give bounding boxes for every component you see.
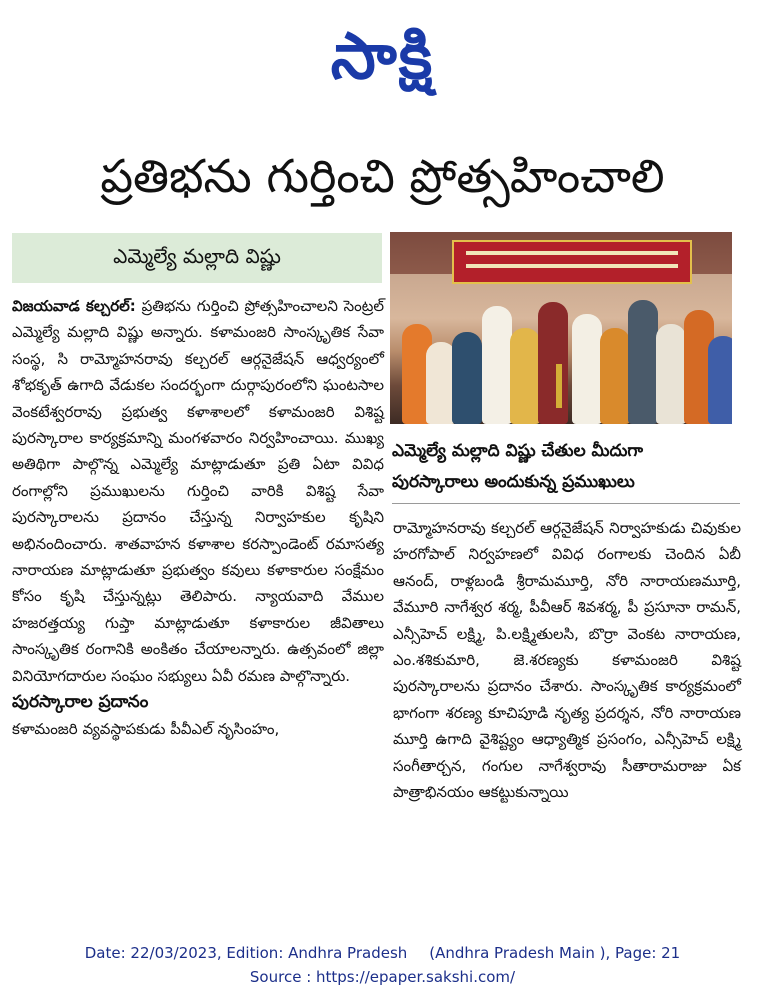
award-ceremony-photo — [390, 232, 732, 424]
left-paragraph-2: కళామంజరి వ్యవస్థాపకుడు పీవీఎల్ నృసింహం, — [12, 719, 280, 738]
photo-caption — [392, 436, 742, 498]
left-paragraph-text: ప్రతిభను గుర్తించి ప్రోత్సహించాలని సెంట్రల్ ఎమ్మెల్యే మల్లాది విష్ణు అన్నారు. కళామంజరి సాంస్కృతిక సేవా సంస్థ, సి రామ్మోహనరావు కల్చరల్ ఆర్గనైజేషన్ ఆధ్వర్యంలో శోభకృత్ ఉగాది వేడుకల సందర్భంగా దుర్గాపురంలోని ఘంటసాల వెంకటేశ్వరరావు ప్రభుత్వ కళాశాలలో కళామంజరి విశిష్ట పురస్కారాల కార్యక్రమాన్ని మంగళవారం నిర్వహించాయి. ముఖ్య అతిథిగా పాల్గొన్న ఎమ్మెల్యే మాట్లాడుతూ ప్రతి ఏటా వివిధ రంగాల్లోని ప్రముఖులను గుర్తించి వారికి విశిష్ట సేవా పురస్కారాలను ప్రదానం చేస్తున్న నిర్వాహకుల కృషిని అభినందించారు. శాతవాహన కళాశాల కరస్పాండెంట్ రమాసత్య నారాయణ మాట్లాడుతూ ప్రభుత్వం కవులు కళాకారుల సంక్షేమం కోసం కృషి చేస్తున్నట్లు తెలిపారు. న్యాయవాది వేముల హజరత్తయ్య గుప్తా మాట్లాడుతూ కళాకారుల జీవితాలు సాంస్కృతిక రంగానికి అంకితం చేయాలన్నారు. ఉత్సవంలో జిల్లా వినియోగదారుల సంఘం సభ్యులు ఏవీ రమణ పాల్గొన్నారు. — [12, 297, 384, 685]
sakshi-logo: సాక్షి — [330, 20, 435, 94]
footer-line-1 — [0, 941, 765, 965]
subhead-text: ఎమ్మెల్యే మల్లాది విష్ణు — [113, 243, 281, 268]
caption-line-2: పురస్కారాలు అందుకున్న ప్రముఖులు — [392, 472, 635, 492]
caption-line-1: ఎమ్మెల్యే మల్లాది విష్ణు చేతుల మీదుగా — [392, 441, 644, 461]
lamp-stand — [556, 364, 562, 408]
article-headline: ప్రతిభను గుర్తించి ప్రోత్సహించాలి — [100, 149, 665, 203]
footer — [0, 941, 765, 989]
caption-divider — [392, 503, 740, 504]
stage-banner — [452, 240, 692, 284]
right-column — [393, 515, 741, 805]
right-paragraph: రామ్మోహనరావు కల్చరల్ ఆర్గనైజేషన్ నిర్వాహకుడు చివుకుల హరగోపాల్ నిర్వహణలో వివిధ రంగాలకు చెందిన ఏబీ ఆనంద్, రాళ్లబండి శ్రీరామమూర్తి, నోరి నారాయణమూర్తి, వేమూరి నాగేశ్వర శర్మ, పీవీఆర్ శివశర్మ, పీ ప్రసూనా రామన్, ఎన్సీహెచ్ లక్ష్మి, పి.లక్ష్మితులసి, బొర్రా వెంకట నారాయణ, ఎం.శశికుమారి, జె.శరణ్యకు కళామంజరి విశిష్ట పురస్కారాలను ప్రదానం చేశారు. సాంస్కృతిక కార్యక్రమంలో భాగంగా శరణ్య కూచిపూడి నృత్య ప్రదర్శన, నోరి నారాయణ మూర్తి ఉగాది వైశిష్ట్యం ఆధ్యాత్మిక ప్రసంగం, ఎన్సీహెచ్ లక్ష్మి సంగీతార్చన, గంగుల నాగేశ్వరావు సీతారామరాజు ఏక పాత్రాభినయం ఆకట్టుకున్నాయి — [393, 519, 741, 802]
footer-edition-page: (Andhra Pradesh Main ), Page: 21 — [429, 944, 681, 962]
left-column — [12, 293, 384, 742]
footer-date-edition: Date: 22/03/2023, Edition: Andhra Pradesh — [84, 944, 408, 962]
left-paragraph — [12, 293, 384, 689]
footer-source: Source : https://epaper.sakshi.com/ — [249, 968, 516, 986]
dateline: విజయవాడ కల్చరల్: — [12, 297, 136, 315]
section-heading: పురస్కారాల ప్రదానం — [12, 692, 149, 713]
article-subhead — [12, 233, 382, 283]
